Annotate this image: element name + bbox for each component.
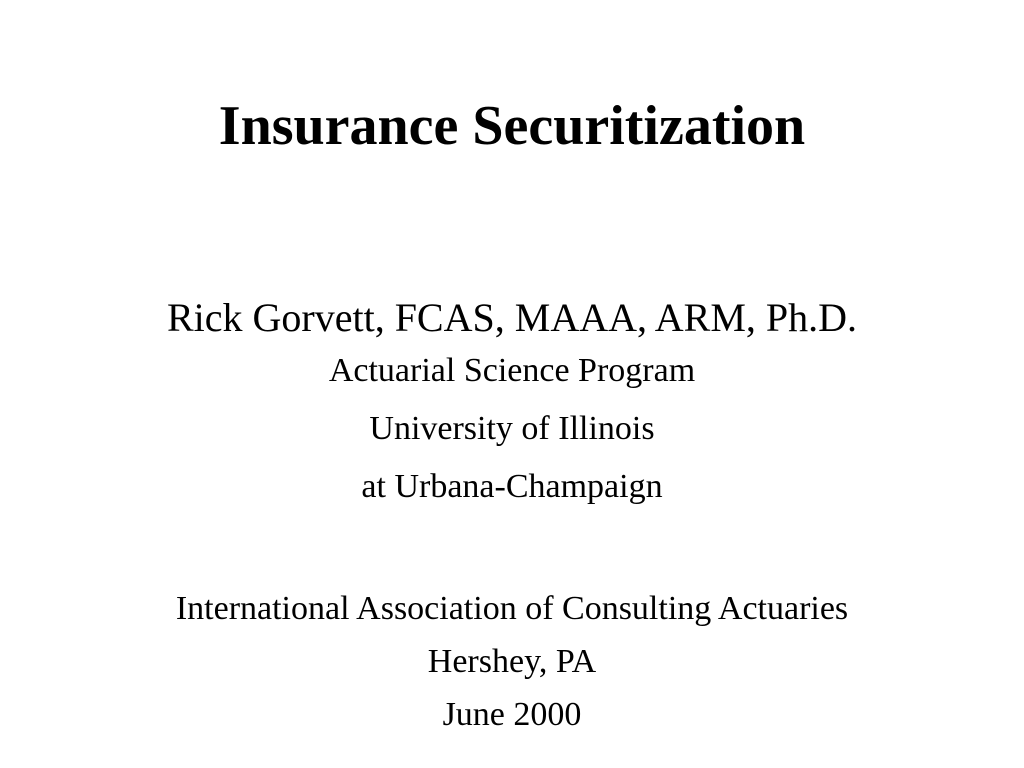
affiliation-program: Actuarial Science Program (328, 352, 696, 389)
author-line: Rick Gorvett, FCAS, MAAA, ARM, Ph.D. (166, 295, 858, 340)
event-date: June 2000 (442, 696, 582, 733)
affiliation-university: University of Illinois (369, 410, 655, 447)
affiliation-campus: at Urbana-Champaign (361, 468, 663, 505)
event-organization: International Association of Consulting Actuaries (175, 590, 849, 627)
event-location: Hershey, PA (427, 643, 597, 680)
slide-title: Insurance Securitization (218, 95, 806, 157)
